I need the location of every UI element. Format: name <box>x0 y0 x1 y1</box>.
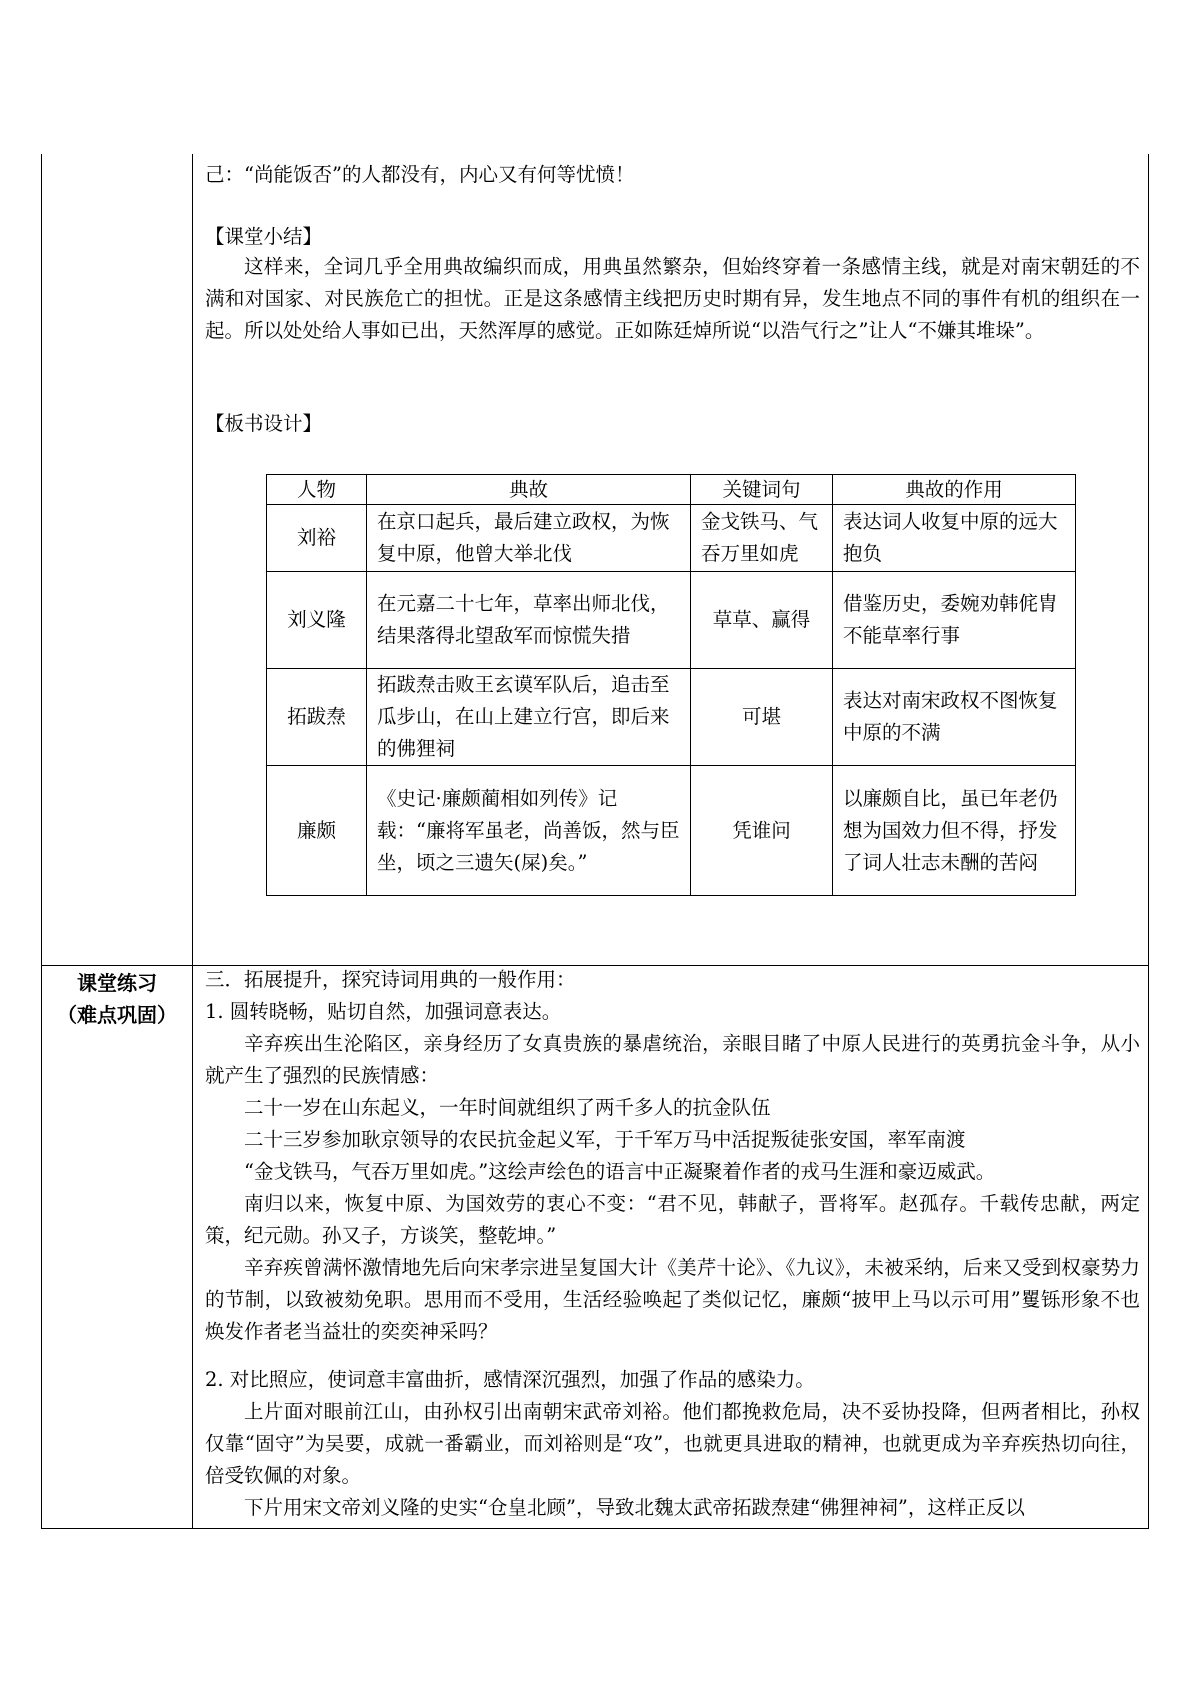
table-header: 典故的作用 <box>833 475 1076 505</box>
person-cell: 刘义隆 <box>267 572 367 669</box>
effect-cell: 借鉴历史，委婉劝韩侂胄不能草率行事 <box>833 572 1076 669</box>
practice-intro: 三．拓展提升，探究诗词用典的一般作用： <box>205 968 576 991</box>
practice-paragraph: 南归以来，恢复中原、为国效劳的衷心不变：“君不见，韩献子，晋将军。赵孤存。千载传忠献，两定策，纪元勋。孙又子，方谈笑，整乾坤。” <box>205 1192 1140 1247</box>
summary-heading: 【课堂小结】 <box>205 225 323 248</box>
practice-paragraph: 上片面对眼前江山，由孙权引出南朝宋武帝刘裕。他们都挽救危局，决不妥协投降，但两者相比，孙权仅靠“固守”为吴要，成就一番霸业，而刘裕则是“攻”，也就更具进取的精神，也就更成为辛弃疾热切向往，倍受钦佩的对象。 <box>205 1400 1140 1487</box>
practice-paragraph: 下片用宋文帝刘义隆的史实“仓皇北顾”，导致北魏太武帝拓跋焘建“佛狸神祠”，这样正反以 <box>244 1496 1025 1519</box>
keyword-cell: 可堪 <box>691 669 833 766</box>
keyword-cell: 草草、赢得 <box>691 572 833 669</box>
table-header: 典故 <box>367 475 691 505</box>
keyword-cell: 凭谁问 <box>691 766 833 896</box>
story-cell: 在元嘉二十七年，草率出师北伐，结果落得北望敌军而惊慌失措 <box>367 572 691 669</box>
section-label: 课堂练习 <box>77 971 157 995</box>
point-heading-1: 1. 圆转晓畅，贴切自然，加强词意表达。 <box>205 1000 562 1023</box>
practice-paragraph: 辛弃疾曾满怀激情地先后向宋孝宗进呈复国大计《美芹十论》、《九议》，未被采纳，后来又受到权豪势力的节制，以致被劾免职。思用而不受用，生活经验唤起了类似记忆，廉颇“披甲上马以示可用”矍铄形象不也焕发作者老当益壮的奕奕神采吗？ <box>205 1256 1140 1343</box>
story-cell: 拓跋焘击败王玄谟军队后，追击至瓜步山，在山上建立行宫，即后来的佛狸祠 <box>367 669 691 766</box>
board-heading: 【板书设计】 <box>205 412 323 435</box>
practice-paragraph: 辛弃疾出生沦陷区，亲身经历了女真贵族的暴虐统治，亲眼目睹了中原人民进行的英勇抗金斗争，从小就产生了强烈的民族情感： <box>205 1032 1140 1087</box>
effect-cell: 表达词人收复中原的远大抱负 <box>833 505 1076 572</box>
person-cell: 刘裕 <box>267 505 367 572</box>
table-bottom-border <box>41 1528 1149 1529</box>
summary-paragraph: 这样来，全词几乎全用典故编织而成，用典虽然繁杂，但始终穿着一条感情主线，就是对南宋朝廷的不满和对国家、对民族危亡的担忧。正是这条感情主线把历史时期有异，发生地点不同的事件有机的组织在一起。所以处处给人事如已出，天然浑厚的感觉。正如陈廷焯所说“以浩气行之”让人“不嫌其堆垛”。 <box>205 255 1140 342</box>
section-sublabel: （难点巩固） <box>57 1003 177 1027</box>
table-header: 人物 <box>267 475 367 505</box>
table-header: 关键词句 <box>691 475 833 505</box>
table-row <box>267 669 1076 766</box>
story-cell: 《史记·廉颇蔺相如列传》记载：“廉将军虽老，尚善饭，然与臣坐，顷之三遗矢(屎)矣。” <box>367 766 691 896</box>
table-row <box>267 766 1076 896</box>
text-line-top: 己：“尚能饭否”的人都没有，内心又有何等忧愤！ <box>205 163 635 186</box>
board-design-table <box>266 474 1076 896</box>
table-row <box>267 505 1076 572</box>
story-cell: 在京口起兵，最后建立政权，为恢复中原，他曾大举北伐 <box>367 505 691 572</box>
person-cell: 拓跋焘 <box>267 669 367 766</box>
effect-cell: 表达对南宋政权不图恢复中原的不满 <box>833 669 1076 766</box>
practice-paragraph: 二十一岁在山东起义，一年时间就组织了两千多人的抗金队伍 <box>244 1096 771 1119</box>
table-header-row <box>267 475 1076 505</box>
point-heading-2: 2. 对比照应，使词意丰富曲折，感情深沉强烈，加强了作品的感染力。 <box>205 1368 815 1391</box>
effect-cell: 以廉颇自比，虽已年老仍想为国效力但不得，抒发了词人壮志未酬的苦闷 <box>833 766 1076 896</box>
practice-paragraph: 二十三岁参加耿京领导的农民抗金起义军，于千军万马中活捉叛徒张安国，率军南渡 <box>244 1128 966 1151</box>
person-cell: 廉颇 <box>267 766 367 896</box>
practice-paragraph: “金戈铁马，气吞万里如虎。”这绘声绘色的语言中正凝聚着作者的戎马生涯和豪迈威武。 <box>244 1160 996 1183</box>
column-divider <box>192 154 193 1529</box>
keyword-cell: 金戈铁马、气吞万里如虎 <box>691 505 833 572</box>
table-row <box>267 572 1076 669</box>
